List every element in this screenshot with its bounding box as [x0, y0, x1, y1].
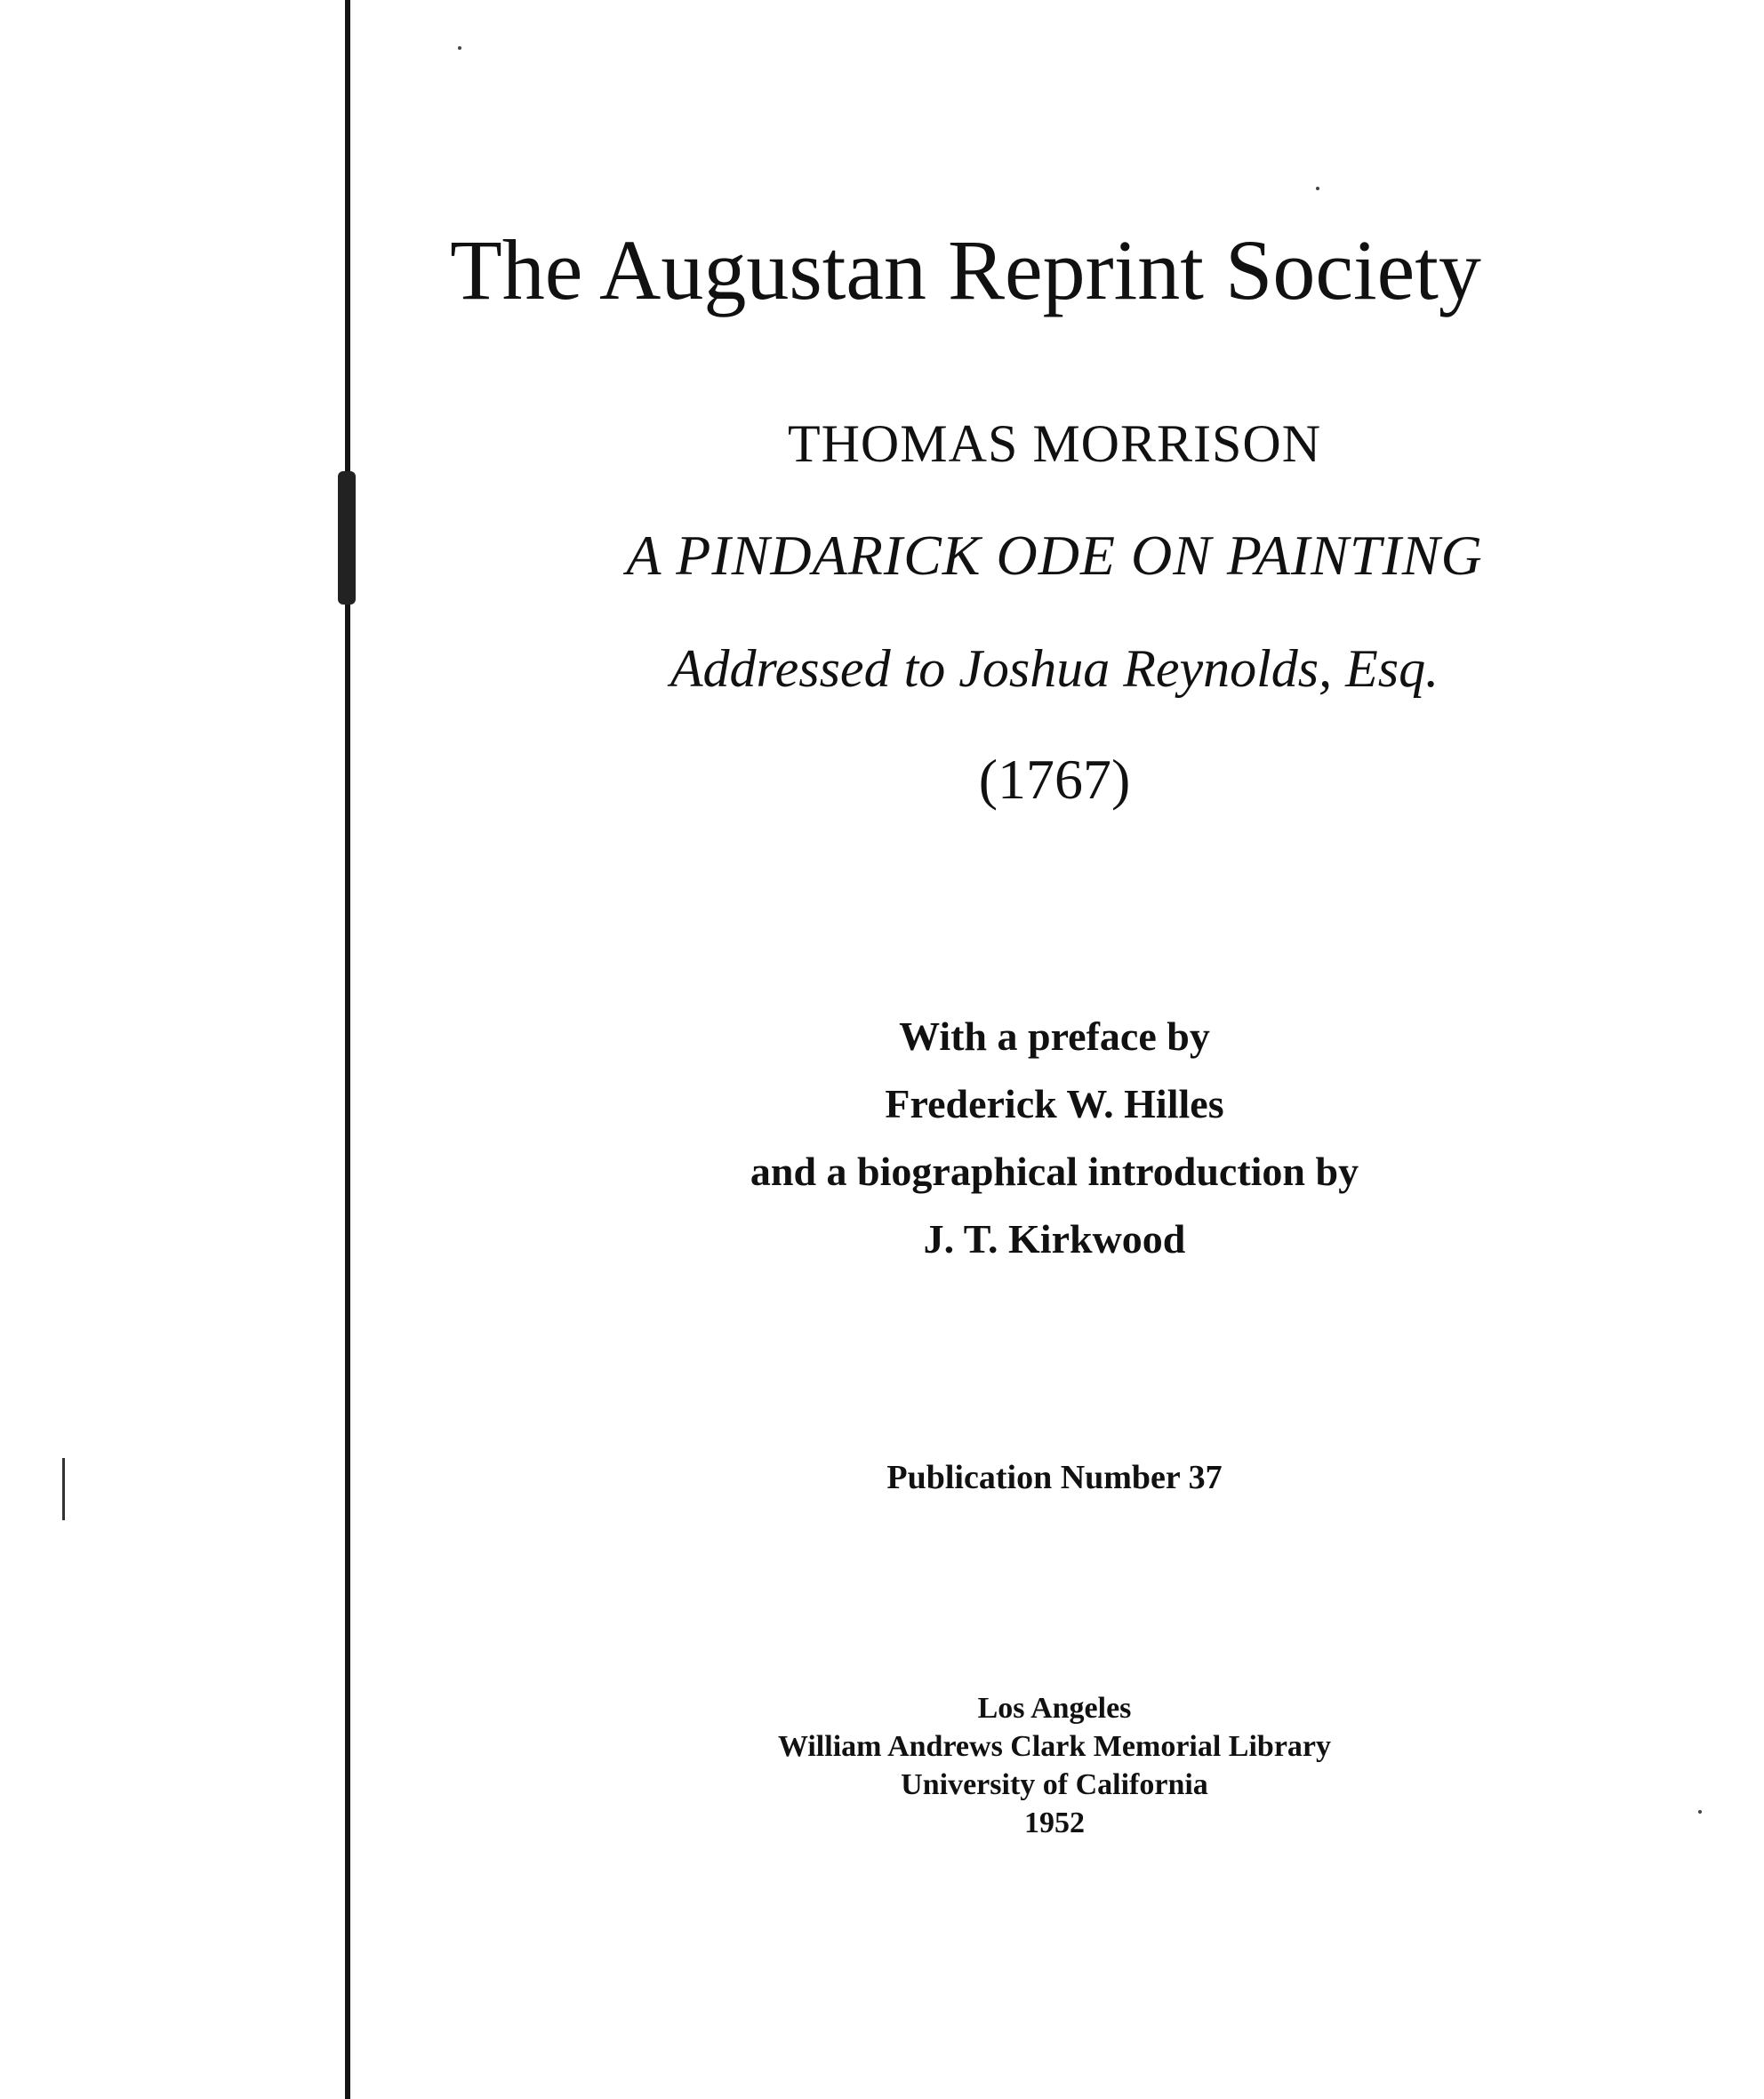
imprint-year: 1952 [1024, 1807, 1085, 1839]
publication-year: (1767) [978, 748, 1131, 811]
credits-block [172, 1003, 1764, 1273]
scan-speck [1316, 187, 1319, 190]
work-title: A PINDARICK ODE ON PAINTING [626, 524, 1483, 587]
imprint-library: William Andrews Clark Memorial Library [777, 1730, 1332, 1763]
author-name: THOMAS MORRISON [787, 414, 1322, 473]
introduction-author: J. T. Kirkwood [923, 1216, 1186, 1262]
scan-stray-mark [62, 1458, 65, 1520]
preface-author: Frederick W. Hilles [885, 1081, 1224, 1126]
society-title: The Augustan Reprint Society [450, 222, 1481, 317]
addressee-line: Addressed to Joshua Reynolds, Esq. [670, 639, 1439, 698]
imprint-university: University of California [901, 1768, 1208, 1801]
credits-line: With a preface by [899, 1013, 1210, 1059]
imprint-city: Los Angeles [977, 1692, 1132, 1725]
credits-line: and a biographical introduction by [750, 1149, 1359, 1194]
publication-number: Publication Number 37 [886, 1459, 1223, 1496]
scan-speck [458, 46, 461, 50]
imprint-block [172, 1689, 1764, 1842]
